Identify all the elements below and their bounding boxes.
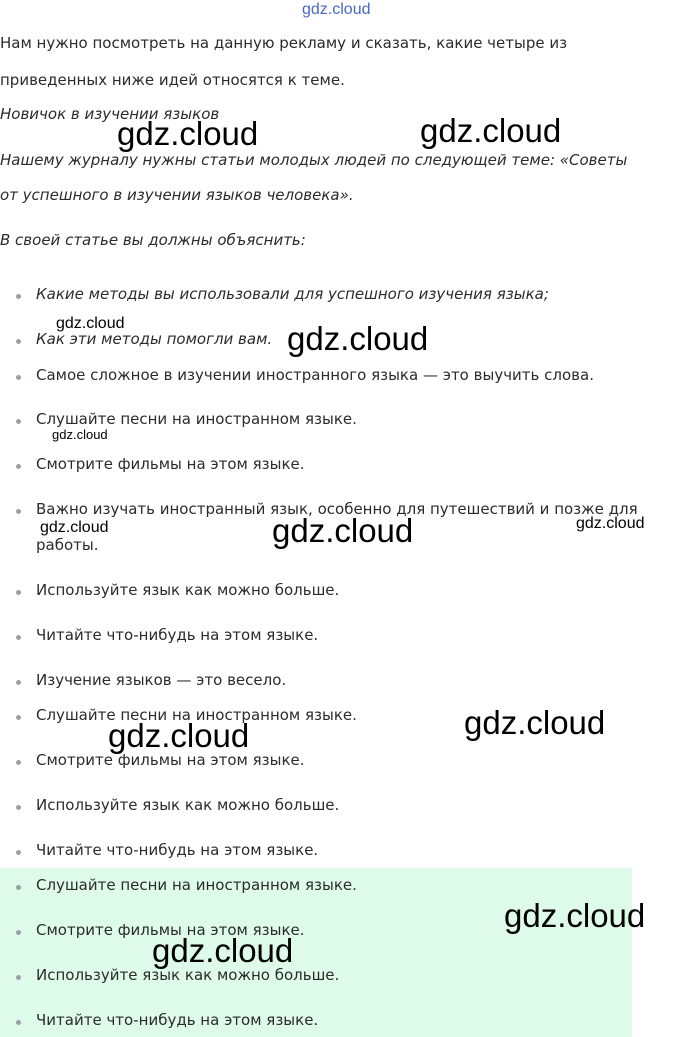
watermark: gdz.cloud [40,519,109,536]
ad-title: Новичок в изучении языков [0,105,220,123]
ad-text-line-1: Нашему журналу нужны статьи молодых людей по следующей теме: «Советы [0,151,628,169]
watermark: gdz.cloud [56,315,125,332]
watermark: gdz.cloud [464,704,606,741]
bullet-icon [16,1020,21,1025]
watermark: gdz.cloud [576,515,645,532]
bullet-icon [16,975,21,980]
watermark-top: gdz.cloud [302,1,371,18]
bullet-icon [16,419,21,424]
bullet-icon [16,680,21,685]
watermark: gdz.cloud [420,112,562,149]
watermark: gdz.cloud [117,115,259,152]
bullet-icon [16,375,21,380]
bullet-icon [16,635,21,640]
watermark: gdz.cloud [504,897,646,934]
bullet-icon [16,590,21,595]
bullet-icon [16,294,21,299]
bullet-icon [16,850,21,855]
watermark: gdz.cloud [108,717,250,754]
intro-line-1: Нам нужно посмотреть на данную рекламу и сказать, какие четыре из [0,34,568,52]
bullet-icon [16,464,21,469]
bullet-icon [16,885,21,890]
ad-explain: В своей статье вы должны объяснить: [0,231,306,249]
watermark: gdz.cloud [152,932,294,969]
bullet-icon [16,509,21,514]
bullet-icon [16,339,21,344]
ad-text-line-2: от успешного в изучении языков человека». [0,186,354,204]
bullet-icon [16,760,21,765]
bullet-icon [16,715,21,720]
intro-line-2: приведенных ниже идей относятся к теме. [0,71,345,89]
watermark: gdz.cloud [272,512,414,549]
bullet-icon [16,805,21,810]
watermark: gdz.cloud [52,427,108,442]
bullet-icon [16,930,21,935]
watermark: gdz.cloud [287,320,429,357]
